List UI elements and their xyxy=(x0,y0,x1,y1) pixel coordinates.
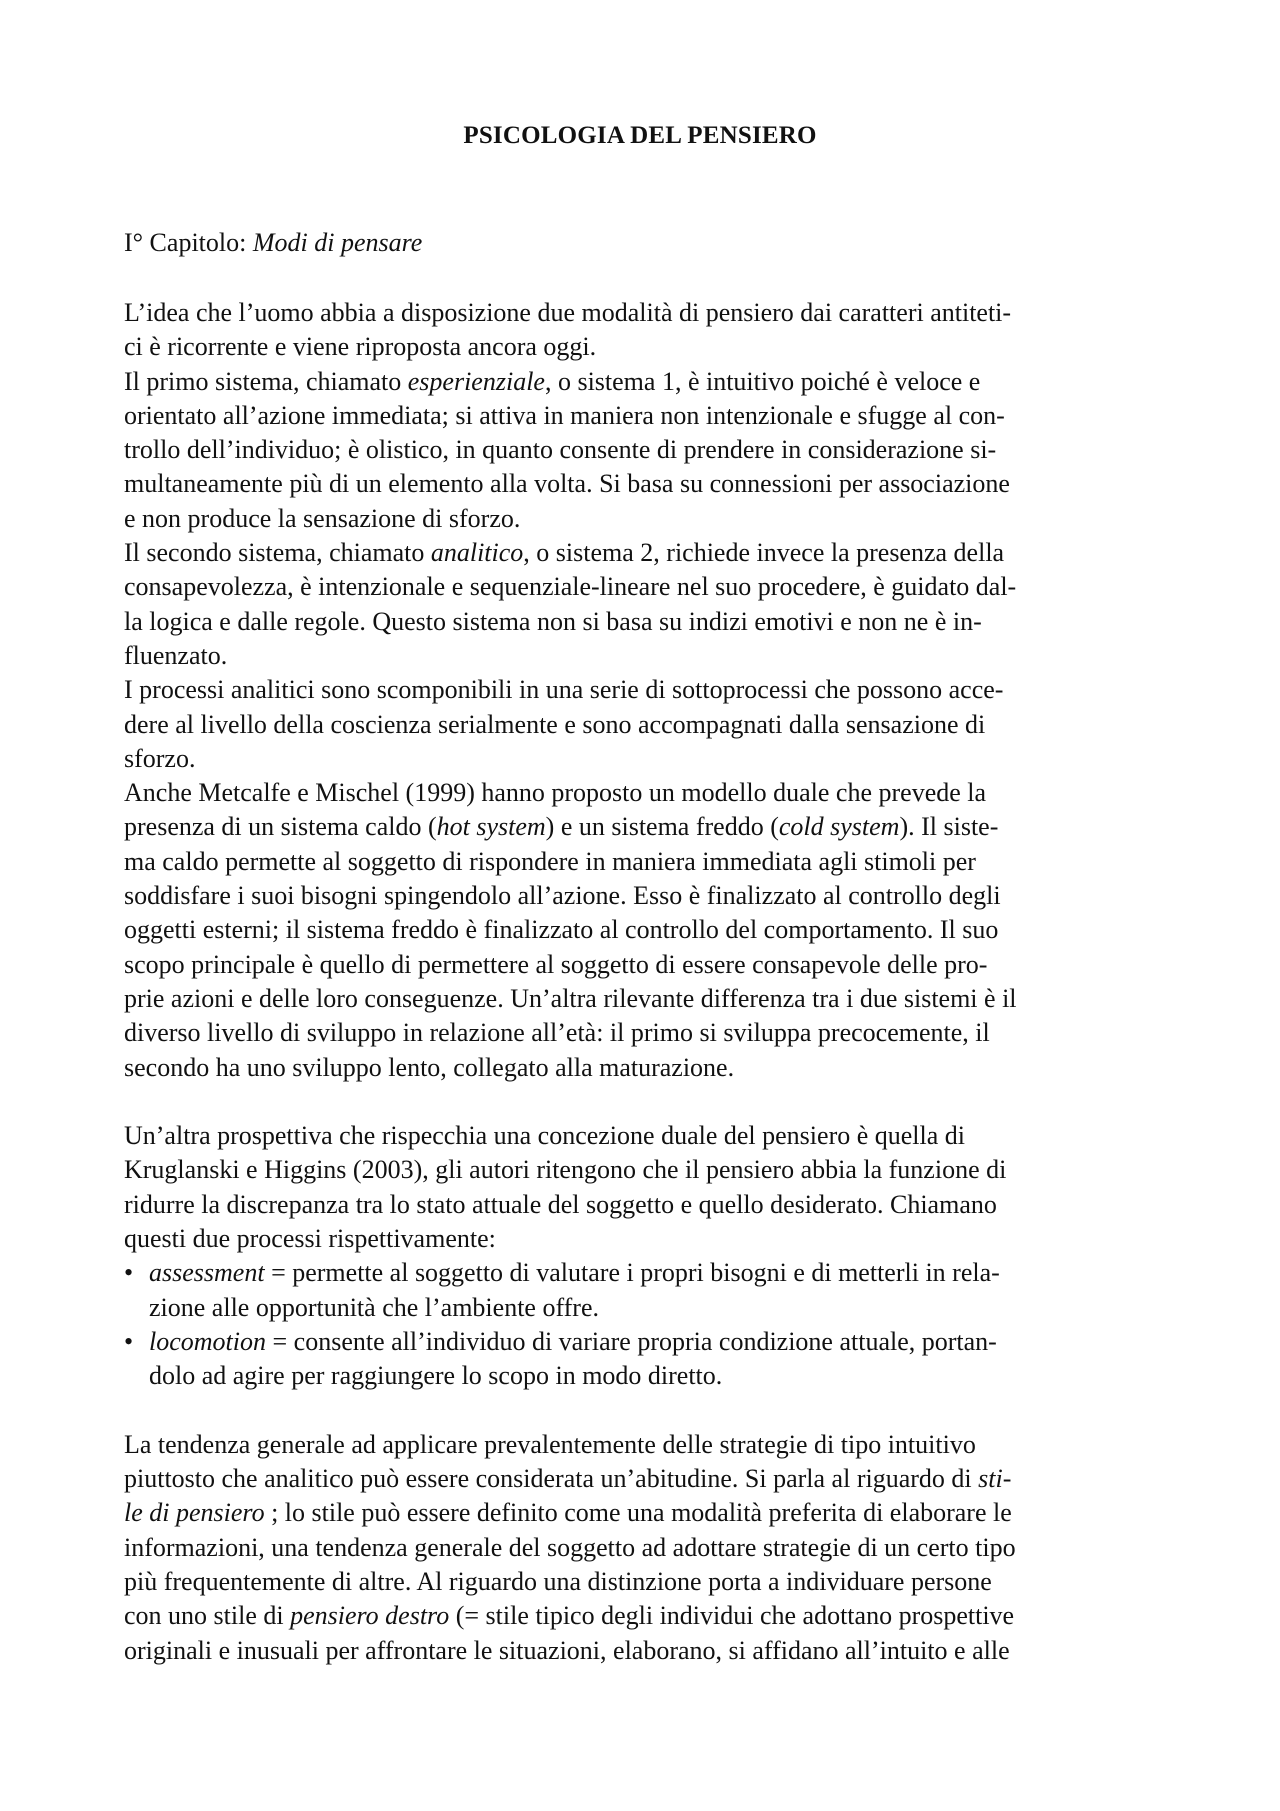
text-run: = permette al soggetto di valutare i propri bisogni e di metterli in rela- xyxy=(264,1258,1000,1288)
text-run: scopo principale è quello di permettere al soggetto di essere consapevole delle pro- xyxy=(124,949,988,979)
text-line xyxy=(124,296,1168,330)
text-run: fluenzato. xyxy=(124,640,228,670)
page-title: PSICOLOGIA DEL PENSIERO xyxy=(463,122,817,149)
text-line xyxy=(124,776,1168,810)
text-line xyxy=(124,502,1168,536)
text-line xyxy=(124,399,1168,433)
text-run: piuttosto che analitico può essere considerata un’abitudine. Si parla al riguardo di xyxy=(124,1464,979,1494)
text-line xyxy=(124,708,1168,742)
italic-term: pensiero destro xyxy=(290,1601,450,1631)
text-line xyxy=(124,1188,1168,1222)
text-run: diverso livello di sviluppo in relazione all’età: il primo si sviluppa precocemente, il xyxy=(124,1018,990,1048)
text-run: originali e inusuali per affrontare le situazioni, elaborano, si affidano all’intuito e alle xyxy=(124,1635,1010,1665)
text-run: sforzo. xyxy=(124,743,196,773)
text-line xyxy=(124,330,1168,364)
text-line xyxy=(124,605,1168,639)
text-line xyxy=(124,1599,1168,1633)
text-run: prie azioni e delle loro conseguenze. Un’altra rilevante differenza tra i due sistemi è il xyxy=(124,983,1017,1013)
italic-term: le di pensiero xyxy=(124,1498,265,1528)
bullet-continuation xyxy=(124,1359,1168,1393)
text-line xyxy=(124,1634,1168,1668)
text-line xyxy=(124,1565,1168,1599)
text-run: (= stile tipico degli individui che adottano prospettive xyxy=(449,1601,1015,1631)
text-line xyxy=(124,536,1168,570)
text-run: e non produce la sensazione di sforzo. xyxy=(124,503,521,533)
italic-term: hot system xyxy=(436,812,546,842)
text-line xyxy=(124,1428,1168,1462)
text-line xyxy=(124,1016,1168,1050)
text-line xyxy=(124,913,1168,947)
text-run: orientato all’azione immediata; si attiva in maniera non intenzionale e sfugge al con- xyxy=(124,400,1005,430)
text-run: ; lo stile può essere definito come una modalità preferita di elaborare le xyxy=(264,1498,1012,1528)
text-line xyxy=(124,1496,1168,1530)
text-run: = consente all’individuo di variare propria condizione attuale, portan- xyxy=(266,1326,997,1356)
text-line xyxy=(124,639,1168,673)
bullet-continuation xyxy=(124,1291,1168,1325)
chapter-title: Modi di pensare xyxy=(252,228,423,257)
text-run: soddisfare i suoi bisogni spingendolo all’azione. Esso è finalizzato al controllo degli xyxy=(124,881,1001,911)
italic-term: analitico xyxy=(430,538,524,568)
text-line xyxy=(124,1119,1168,1153)
italic-term: sti- xyxy=(978,1464,1012,1494)
text-run: ma caldo permette al soggetto di rispondere in maniera immediata agli stimoli per xyxy=(124,846,976,876)
text-run: con uno stile di xyxy=(124,1601,291,1631)
bullet-item xyxy=(124,1256,1168,1290)
text-run: Anche Metcalfe e Mischel (1999) hanno proposto un modello duale che prevede la xyxy=(124,778,987,808)
text-line xyxy=(124,845,1168,879)
italic-term: esperienziale xyxy=(407,366,545,396)
text-run: consapevolezza, è intenzionale e sequenziale-lineare nel suo procedere, è guidato dal- xyxy=(124,572,1017,602)
text-line xyxy=(124,982,1168,1016)
bullet-item xyxy=(124,1325,1168,1359)
text-run: dolo ad agire per raggiungere lo scopo in modo diretto. xyxy=(149,1361,723,1391)
text-line xyxy=(124,879,1168,913)
text-line xyxy=(124,1531,1168,1565)
text-line xyxy=(124,1051,1168,1085)
text-run: ). Il siste- xyxy=(899,812,999,842)
italic-term: cold system xyxy=(778,812,900,842)
text-run: oggetti esterni; il sistema freddo è finalizzato al controllo del comportamento. Il suo xyxy=(124,915,999,945)
text-line xyxy=(124,810,1168,844)
text-run: multaneamente più di un elemento alla volta. Si basa su connessioni per associazione xyxy=(124,469,1010,499)
text-run: informazioni, una tendenza generale del soggetto ad adottare strategie di un certo tipo xyxy=(124,1532,1016,1562)
text-run: trollo dell’individuo; è olistico, in quanto consente di prendere in considerazione si- xyxy=(124,435,997,465)
text-run: Un’altra prospettiva che rispecchia una concezione duale del pensiero è quella di xyxy=(124,1121,966,1151)
chapter-prefix: I° Capitolo: xyxy=(124,228,253,257)
text-run: la logica e dalle regole. Questo sistema non si basa su indizi emotivi e non ne è in- xyxy=(124,606,982,636)
text-run: , o sistema 2, richiede invece la presenza della xyxy=(523,538,1005,568)
text-run: Il secondo sistema, chiamato xyxy=(124,538,431,568)
paragraph-gap xyxy=(124,1085,1168,1119)
text-run: ridurre la discrepanza tra lo stato attuale del soggetto e quello desiderato. Chiamano xyxy=(124,1189,997,1219)
text-run: presenza di un sistema caldo ( xyxy=(124,812,437,842)
text-line xyxy=(124,433,1168,467)
text-line xyxy=(124,1462,1168,1496)
text-run: Il primo sistema, chiamato xyxy=(124,366,408,396)
text-run: dere al livello della coscienza serialmente e sono accompagnati dalla sensazione di xyxy=(124,709,986,739)
italic-term: assessment xyxy=(149,1258,265,1288)
text-run: La tendenza generale ad applicare prevalentemente delle strategie di tipo intuitivo xyxy=(124,1429,976,1459)
text-line xyxy=(124,570,1168,604)
text-line xyxy=(124,467,1168,501)
text-run: L’idea che l’uomo abbia a disposizione due modalità di pensiero dai caratteri antiteti- xyxy=(124,298,1012,327)
chapter-heading xyxy=(124,228,422,258)
text-run: secondo ha uno sviluppo lento, collegato alla maturazione. xyxy=(124,1052,735,1082)
text-run: , o sistema 1, è intuitivo poiché è veloce e xyxy=(544,366,981,396)
text-run: I processi analitici sono scomponibili in una serie di sottoprocessi che possono acce- xyxy=(124,675,1004,705)
text-run: Kruglanski e Higgins (2003), gli autori ritengono che il pensiero abbia la funzione di xyxy=(124,1155,1007,1185)
text-line xyxy=(124,742,1168,776)
text-line xyxy=(124,365,1168,399)
bullet-icon: • xyxy=(124,1326,134,1356)
text-line xyxy=(124,1153,1168,1187)
bullet-icon: • xyxy=(124,1258,134,1288)
text-line xyxy=(124,948,1168,982)
text-run: più frequentemente di altre. Al riguardo una distinzione porta a individuare persone xyxy=(124,1566,992,1596)
text-line xyxy=(124,673,1168,707)
paragraph-gap xyxy=(124,1394,1168,1428)
text-line xyxy=(124,1222,1168,1256)
text-run: ci è ricorrente e viene riproposta ancora oggi. xyxy=(124,332,597,362)
body-text xyxy=(124,296,1168,1668)
text-run: questi due processi rispettivamente: xyxy=(124,1224,496,1254)
text-run: zione alle opportunità che l’ambiente offre. xyxy=(149,1292,599,1322)
italic-term: locomotion xyxy=(149,1326,266,1356)
text-run: ) e un sistema freddo ( xyxy=(545,812,779,842)
